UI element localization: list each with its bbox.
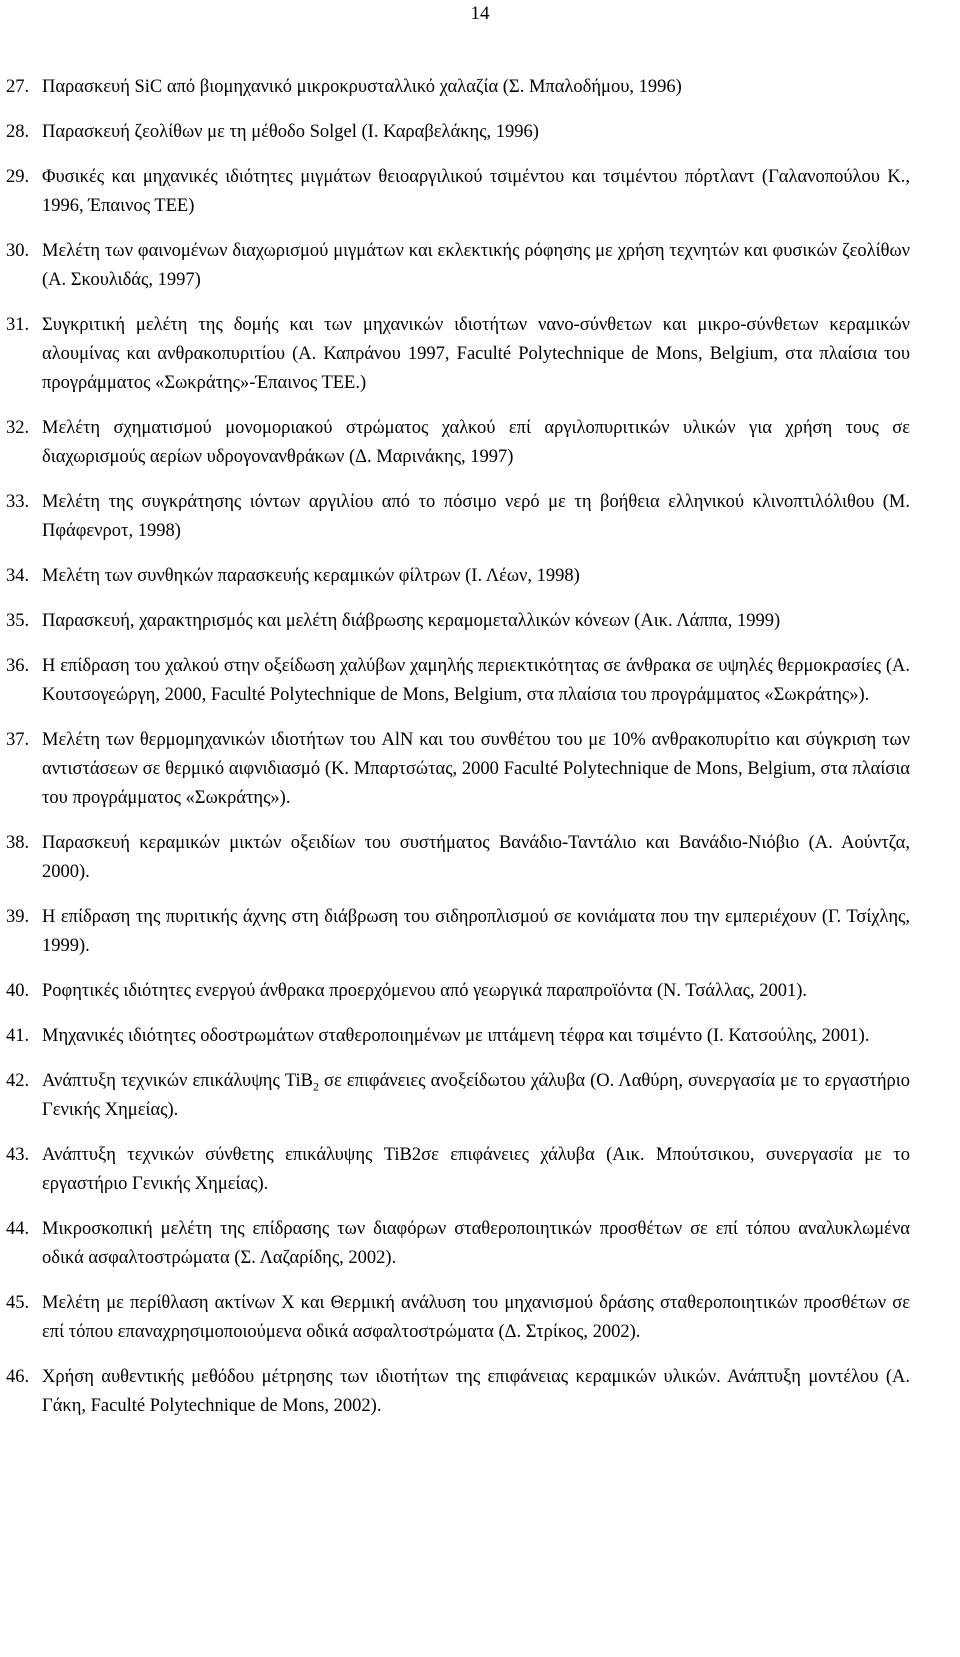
item-number: 43. bbox=[6, 1145, 30, 1165]
item-number: 27. bbox=[6, 77, 30, 97]
item-number: 46. bbox=[6, 1367, 30, 1387]
item-text: Φυσικές και μηχανικές ιδιότητες μιγμάτων θειοαργιλικού τσιμέντου και τσιμέντου πόρτλαντ (Γαλανοπούλου Κ., 1996, Έπαινος ΤΕΕ) bbox=[42, 167, 910, 216]
item-number: 39. bbox=[6, 907, 30, 927]
list-item bbox=[6, 1363, 910, 1421]
item-text: Ροφητικές ιδιότητες ενεργού άνθρακα προερχόμενου από γεωργικά παραπροϊόντα (Ν. Τσάλλας, 2001). bbox=[42, 981, 807, 1001]
subscript: 2 bbox=[312, 1079, 319, 1094]
item-text: Η επίδραση της πυριτικής άχνης στη διάβρωση του σιδηροπλισμού σε κονιάματα που την εμπεριέχουν (Γ. Τσίχλης, 1999). bbox=[42, 907, 910, 956]
item-text-after: σε επιφάνειες ανοξείδωτου χάλυβα (Ο. Λαθύρη, συνεργασία με το εργαστήριο Γενικής Χημείας). bbox=[42, 1071, 910, 1120]
item-number: 40. bbox=[6, 981, 30, 1001]
list-item bbox=[6, 118, 910, 147]
item-number: 30. bbox=[6, 241, 30, 261]
item-number: 45. bbox=[6, 1293, 30, 1313]
item-number: 29. bbox=[6, 167, 30, 187]
item-text: Ανάπτυξη τεχνικών σύνθετης επικάλυψης TiB2σε επιφάνειες χάλυβα (Αικ. Μπούτσικου, συνεργασία με το εργαστήριο Γενικής Χημείας). bbox=[42, 1145, 910, 1194]
list-item bbox=[6, 1141, 910, 1199]
item-number: 34. bbox=[6, 566, 30, 586]
item-text: Μικροσκοπική μελέτη της επίδρασης των διαφόρων σταθεροποιητικών προσθέτων σε επί τόπου αναλυκλωμένα οδικά ασφαλτοστρώματα (Σ. Λαζαρίδης, 2002). bbox=[42, 1219, 910, 1268]
item-text: Μελέτη των συνθηκών παρασκευής κεραμικών φίλτρων (Ι. Λέων, 1998) bbox=[42, 566, 580, 586]
list-item bbox=[6, 652, 910, 710]
list-item bbox=[6, 1215, 910, 1273]
item-text: Μηχανικές ιδιότητες οδοστρωμάτων σταθεροποιημένων με ιπτάμενη τέφρα και τσιμέντο (Ι. Κατσούλης, 2001). bbox=[42, 1026, 870, 1046]
thesis-list bbox=[6, 73, 910, 1421]
item-number: 42. bbox=[6, 1071, 30, 1091]
list-item bbox=[6, 237, 910, 295]
item-number: 32. bbox=[6, 418, 30, 438]
list-item bbox=[6, 73, 910, 102]
item-number: 36. bbox=[6, 656, 30, 676]
item-text: Μελέτη των φαινομένων διαχωρισμού μιγμάτων και εκλεκτικής ρόφησης με χρήση τεχνητών και φυσικών ζεολίθων (Α. Σκουλιδάς, 1997) bbox=[42, 241, 910, 290]
list-item bbox=[6, 311, 910, 398]
item-text: Παρασκευή, χαρακτηρισμός και μελέτη διάβρωσης κεραμομεταλλικών κόνεων (Αικ. Λάππα, 1999) bbox=[42, 611, 781, 631]
item-text: Μελέτη της συγκράτησης ιόντων αργιλίου από το πόσιμο νερό με τη βοήθεια ελληνικού κλινοπτιλόλιθου (Μ. Πφάφενροτ, 1998) bbox=[42, 492, 910, 541]
item-text: Μελέτη με περίθλαση ακτίνων Χ και Θερμική ανάλυση του μηχανισμού δράσης σταθεροποιητικών προσθέτων σε επί τόπου επαναχρησιμοποιούμενα οδικά ασφαλτοστρώματα (Δ. Στρίκος, 2002). bbox=[42, 1293, 910, 1342]
item-text: Χρήση αυθεντικής μεθόδου μέτρησης των ιδιοτήτων της επιφάνειας κεραμικών υλικών. Ανάπτυξη μοντέλου (Α. Γάκη, Faculté Polytechnique de Mons, 2002). bbox=[42, 1367, 910, 1416]
list-item bbox=[6, 903, 910, 961]
list-item bbox=[6, 1067, 910, 1125]
list-item bbox=[6, 414, 910, 472]
item-number: 28. bbox=[6, 122, 30, 142]
list-item bbox=[6, 562, 910, 591]
list-item bbox=[6, 163, 910, 221]
item-number: 41. bbox=[6, 1026, 30, 1046]
item-number: 44. bbox=[6, 1219, 30, 1239]
item-number: 38. bbox=[6, 833, 30, 853]
item-text: Παρασκευή ζεολίθων με τη μέθοδο Solgel (Ι. Καραβελάκης, 1996) bbox=[42, 122, 539, 142]
list-item bbox=[6, 607, 910, 636]
page-number: 14 bbox=[470, 3, 490, 24]
list-item bbox=[6, 488, 910, 546]
list-item bbox=[6, 726, 910, 813]
item-text: Παρασκευή SiC από βιομηχανικό μικροκρυσταλλικό χαλαζία (Σ. Μπαλοδήμου, 1996) bbox=[42, 77, 682, 97]
item-text: Η επίδραση του χαλκού στην οξείδωση χαλύβων χαμηλής περιεκτικότητας σε άνθρακα σε υψηλές θερμοκρασίες (Α. Κουτσογεώργη, 2000, Faculté Polytechnique de Mons, Belgium, στα πλαίσια του προγράμματος «Σωκράτης»). bbox=[42, 656, 910, 705]
item-text-before: Ανάπτυξη τεχνικών επικάλυψης TiB bbox=[42, 1071, 313, 1091]
item-number: 31. bbox=[6, 315, 30, 335]
list-item bbox=[6, 1289, 910, 1347]
item-text: Παρασκευή κεραμικών μικτών οξειδίων του συστήματος Βανάδιο-Ταντάλιο και Βανάδιο-Νιόβιο (Α. Αούντζα, 2000). bbox=[42, 833, 910, 882]
item-number: 35. bbox=[6, 611, 30, 631]
list-item bbox=[6, 1022, 910, 1051]
item-text bbox=[42, 1067, 910, 1125]
item-number: 33. bbox=[6, 492, 30, 512]
item-number: 37. bbox=[6, 730, 30, 750]
item-text: Μελέτη των θερμομηχανικών ιδιοτήτων του AlN και του συνθέτου του με 10% ανθρακοπυρίτιο και σύγκριση των αντιστάσεων σε θερμικό αιφνιδιασμό (Κ. Μπαρτσώτας, 2000 Faculté Polytechnique de Mons, Belgium, στα πλαίσια του προγράμματος «Σωκράτης»). bbox=[42, 730, 910, 808]
item-text: Συγκριτική μελέτη της δομής και των μηχανικών ιδιοτήτων νανο-σύνθετων και μικρο-σύνθετων κεραμικών αλουμίνας και ανθρακοπυριτίου (Α. Καπράνου 1997, Faculté Polytechnique de Mons, Belgium, στα πλαίσια του προγράμματος «Σωκράτης»-Έπαινος ΤΕΕ.) bbox=[42, 315, 910, 393]
list-item bbox=[6, 977, 910, 1006]
item-text: Μελέτη σχηματισμού μονομοριακού στρώματος χαλκού επί αργιλοπυριτικών υλικών για χρήση τους σε διαχωρισμούς αερίων υδρογονανθράκων (Δ. Μαρινάκης, 1997) bbox=[42, 418, 910, 467]
list-item bbox=[6, 829, 910, 887]
